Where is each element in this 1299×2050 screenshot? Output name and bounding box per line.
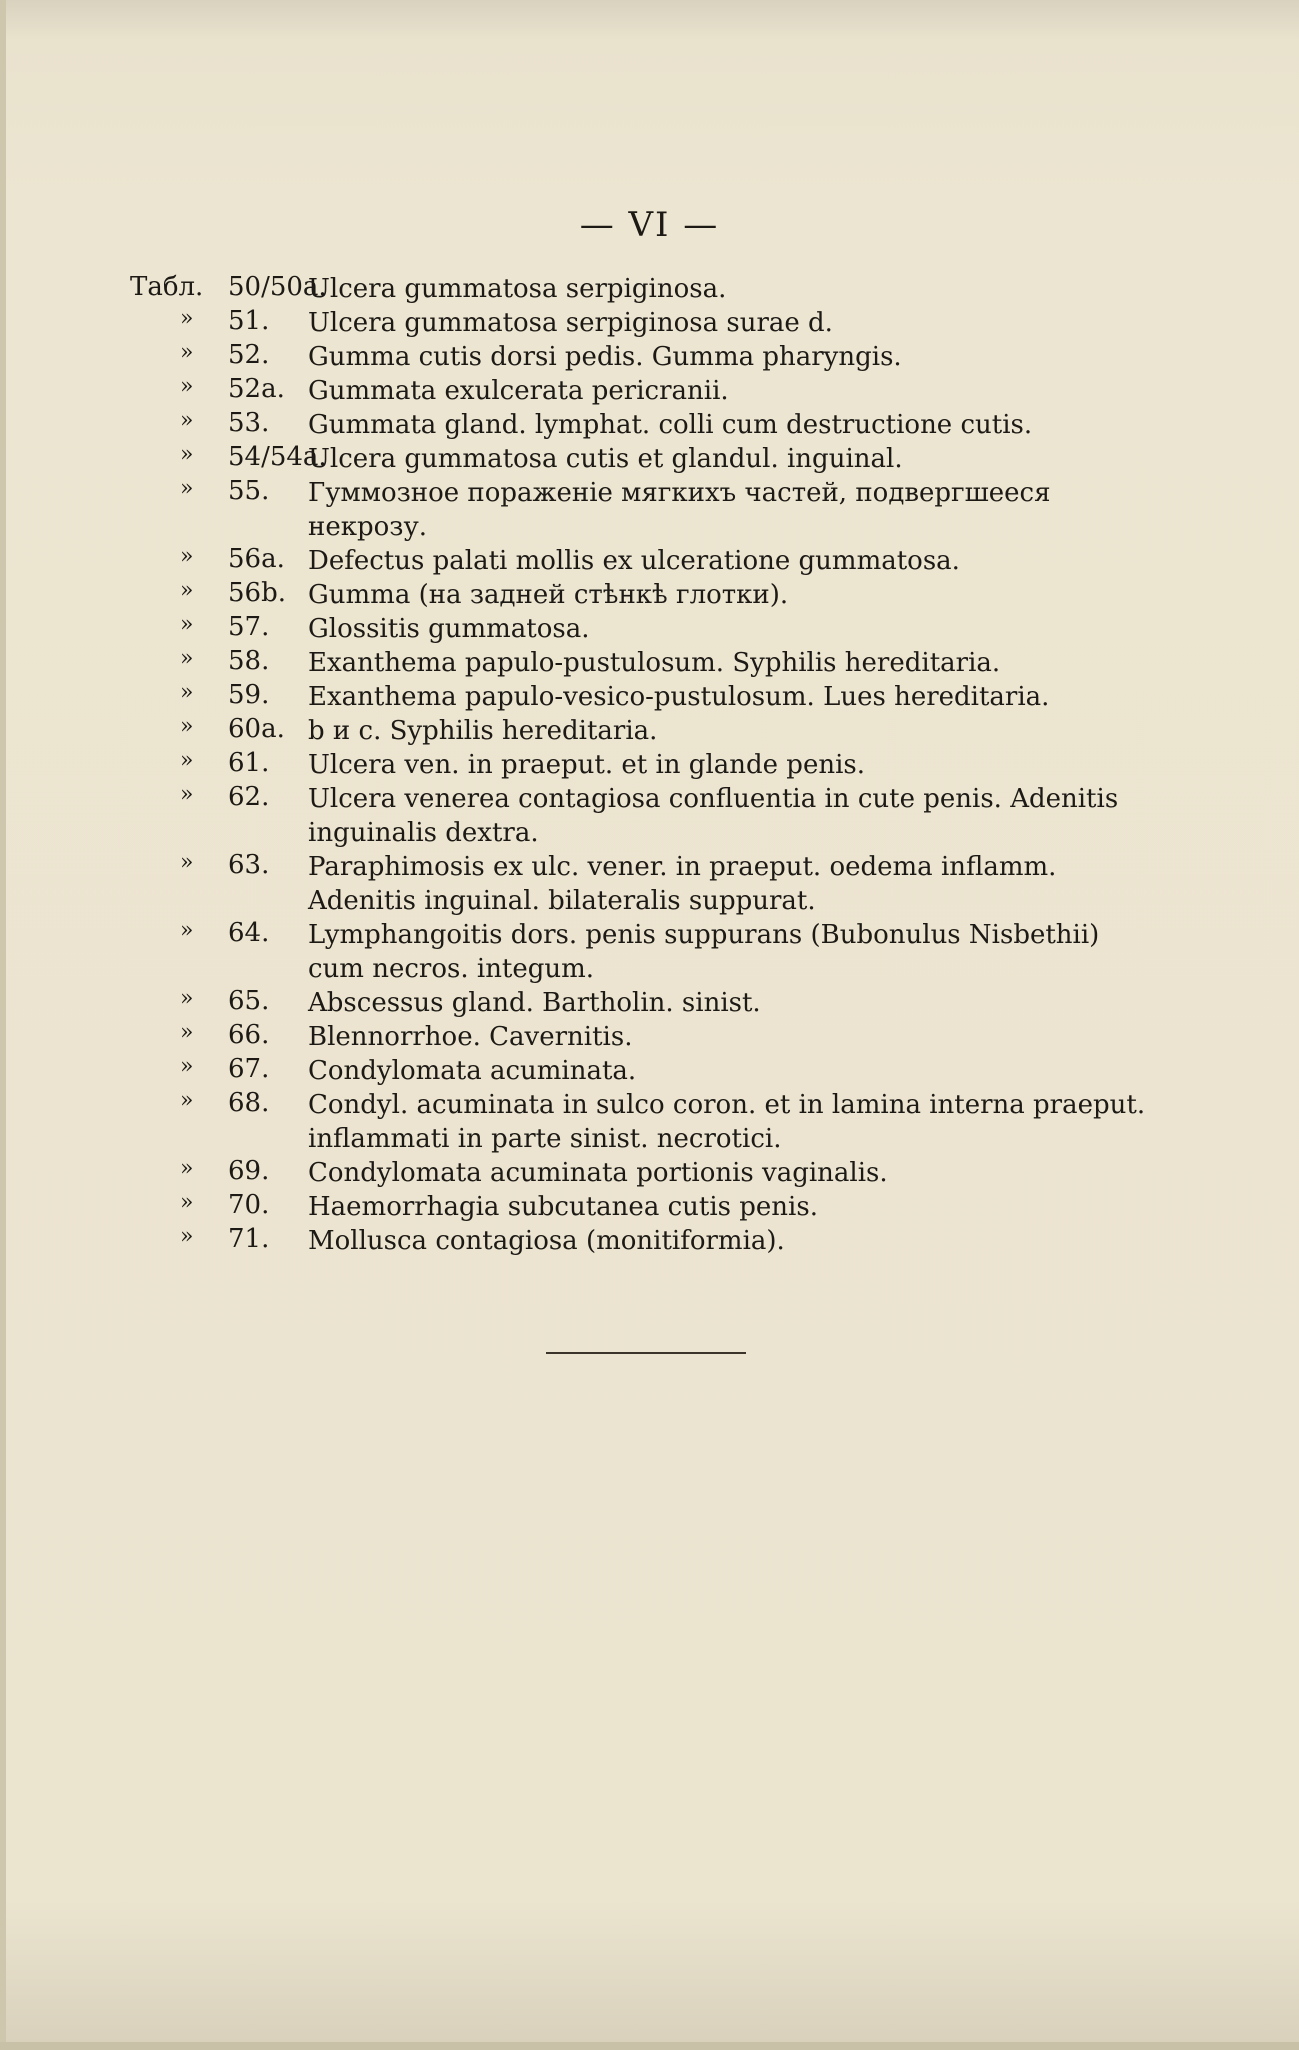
plate-number: 62. [228, 782, 270, 812]
plate-caption: Mollusca contagiosa (monitiformia). [308, 1226, 785, 1256]
plate-caption: Гуммозное пораженіе мягкихъ частей, подвергшееся некрозу. [308, 478, 1051, 542]
list-item [0, 338, 1299, 372]
list-prefix: » [180, 1020, 194, 1045]
plate-caption: Defectus palati mollis ex ulceratione gummatosa. [308, 546, 960, 576]
list-item [0, 678, 1299, 712]
list-prefix: » [180, 612, 194, 637]
plate-number: 56a. [228, 544, 285, 574]
plate-number: 54/54a. [228, 442, 327, 472]
plate-number: 52. [228, 340, 270, 370]
list-item [0, 848, 1299, 916]
plate-number: 60a. [228, 714, 285, 744]
list-prefix: » [180, 578, 194, 603]
plate-number: 56b. [228, 578, 286, 608]
plate-caption: Abscessus gland. Bartholin. sinist. [308, 988, 761, 1018]
list-prefix: » [180, 646, 194, 671]
plate-caption: Glossitis gummatosa. [308, 614, 590, 644]
list-prefix: » [180, 850, 194, 875]
list-item [0, 1222, 1299, 1256]
list-item [0, 1052, 1299, 1086]
plate-number: 64. [228, 918, 270, 948]
plate-number: 57. [228, 612, 270, 642]
list-item [0, 780, 1299, 848]
plate-number: 55. [228, 476, 270, 506]
list-prefix: » [180, 1088, 194, 1113]
closing-rule [546, 1352, 746, 1354]
plate-caption: Gummata gland. lymphat. colli cum destructione cutis. [308, 410, 1033, 440]
plate-number: 65. [228, 986, 270, 1016]
plate-caption: Haemorrhagia subcutanea cutis penis. [308, 1192, 818, 1222]
plate-caption: Ulcera gummatosa cutis et glandul. inguinal. [308, 444, 903, 474]
list-prefix: » [180, 1156, 194, 1181]
plate-caption: Ulcera venerea contagiosa confluentia in cute penis. Adenitis inguinalis dextra. [308, 784, 1119, 848]
list-item [0, 372, 1299, 406]
list-item [0, 474, 1299, 542]
list-prefix: » [180, 986, 194, 1011]
list-item [0, 406, 1299, 440]
plate-number: 67. [228, 1054, 270, 1084]
list-prefix: » [180, 782, 194, 807]
list-item [0, 576, 1299, 610]
list-prefix: » [180, 306, 194, 331]
plate-caption: Gummata exulcerata pericranii. [308, 376, 729, 406]
plate-number: 61. [228, 748, 270, 778]
list-prefix: » [180, 714, 194, 739]
plate-caption: Exanthema papulo-vesico-pustulosum. Lues hereditaria. [308, 682, 1050, 712]
list-item [0, 984, 1299, 1018]
list-prefix: » [180, 476, 194, 501]
list-item [0, 712, 1299, 746]
list-item [0, 440, 1299, 474]
plate-number: 52a. [228, 374, 285, 404]
list-item [0, 270, 1299, 304]
plate-number: 50/50a. [228, 272, 327, 302]
plate-caption: Condylomata acuminata. [308, 1056, 637, 1086]
list-prefix: » [180, 1054, 194, 1079]
plate-number: 51. [228, 306, 270, 336]
plate-number: 71. [228, 1224, 270, 1254]
plate-caption: Paraphimosis ex ulc. vener. in praeput. oedema inflamm. Adenitis inguinal. bilateralis suppurat. [308, 852, 1057, 916]
list-prefix: » [180, 1190, 194, 1215]
plate-caption: Exanthema papulo-pustulosum. Syphilis hereditaria. [308, 648, 1001, 678]
plate-list [0, 270, 1299, 1256]
plate-number: 63. [228, 850, 270, 880]
list-prefix: » [180, 544, 194, 569]
list-prefix: » [180, 918, 194, 943]
list-prefix: » [180, 680, 194, 705]
plate-caption: b и c. Syphilis hereditaria. [308, 716, 658, 746]
list-prefix: » [180, 748, 194, 773]
plate-caption: Ulcera gummatosa serpiginosa surae d. [308, 308, 833, 338]
list-prefix: » [180, 374, 194, 399]
list-item [0, 542, 1299, 576]
list-prefix: » [180, 442, 194, 467]
plate-caption: Ulcera gummatosa serpiginosa. [308, 274, 727, 304]
list-prefix: » [180, 340, 194, 365]
plate-number: 69. [228, 1156, 270, 1186]
list-item [0, 1154, 1299, 1188]
list-prefix: » [180, 408, 194, 433]
plate-caption: Blennorrhoe. Cavernitis. [308, 1022, 633, 1052]
plate-number: 70. [228, 1190, 270, 1220]
plate-caption: Ulcera ven. in praeput. et in glande penis. [308, 750, 865, 780]
list-item [0, 1086, 1299, 1154]
list-prefix: » [180, 1224, 194, 1249]
list-item [0, 610, 1299, 644]
list-item [0, 304, 1299, 338]
list-prefix: Табл. [130, 272, 204, 302]
plate-caption: Condyl. acuminata in sulco coron. et in lamina interna praeput. inflammati in parte sinist. necrotici. [308, 1090, 1146, 1154]
plate-caption: Gumma cutis dorsi pedis. Gumma pharyngis. [308, 342, 902, 372]
plate-caption: Gumma (на задней стѣнкѣ глотки). [308, 580, 789, 610]
plate-caption: Condylomata acuminata portionis vaginalis. [308, 1158, 888, 1188]
plate-caption: Lymphangoitis dors. penis suppurans (Bubonulus Nisbethii) cum necros. integum. [308, 920, 1100, 984]
list-item [0, 1018, 1299, 1052]
page-edge-bottom [0, 2042, 1299, 2050]
plate-number: 58. [228, 646, 270, 676]
list-item [0, 916, 1299, 984]
list-item [0, 746, 1299, 780]
plate-number: 53. [228, 408, 270, 438]
plate-number: 59. [228, 680, 270, 710]
page-number-header: — VI — [579, 205, 720, 245]
plate-number: 66. [228, 1020, 270, 1050]
plate-number: 68. [228, 1088, 270, 1118]
list-item [0, 1188, 1299, 1222]
list-item [0, 644, 1299, 678]
